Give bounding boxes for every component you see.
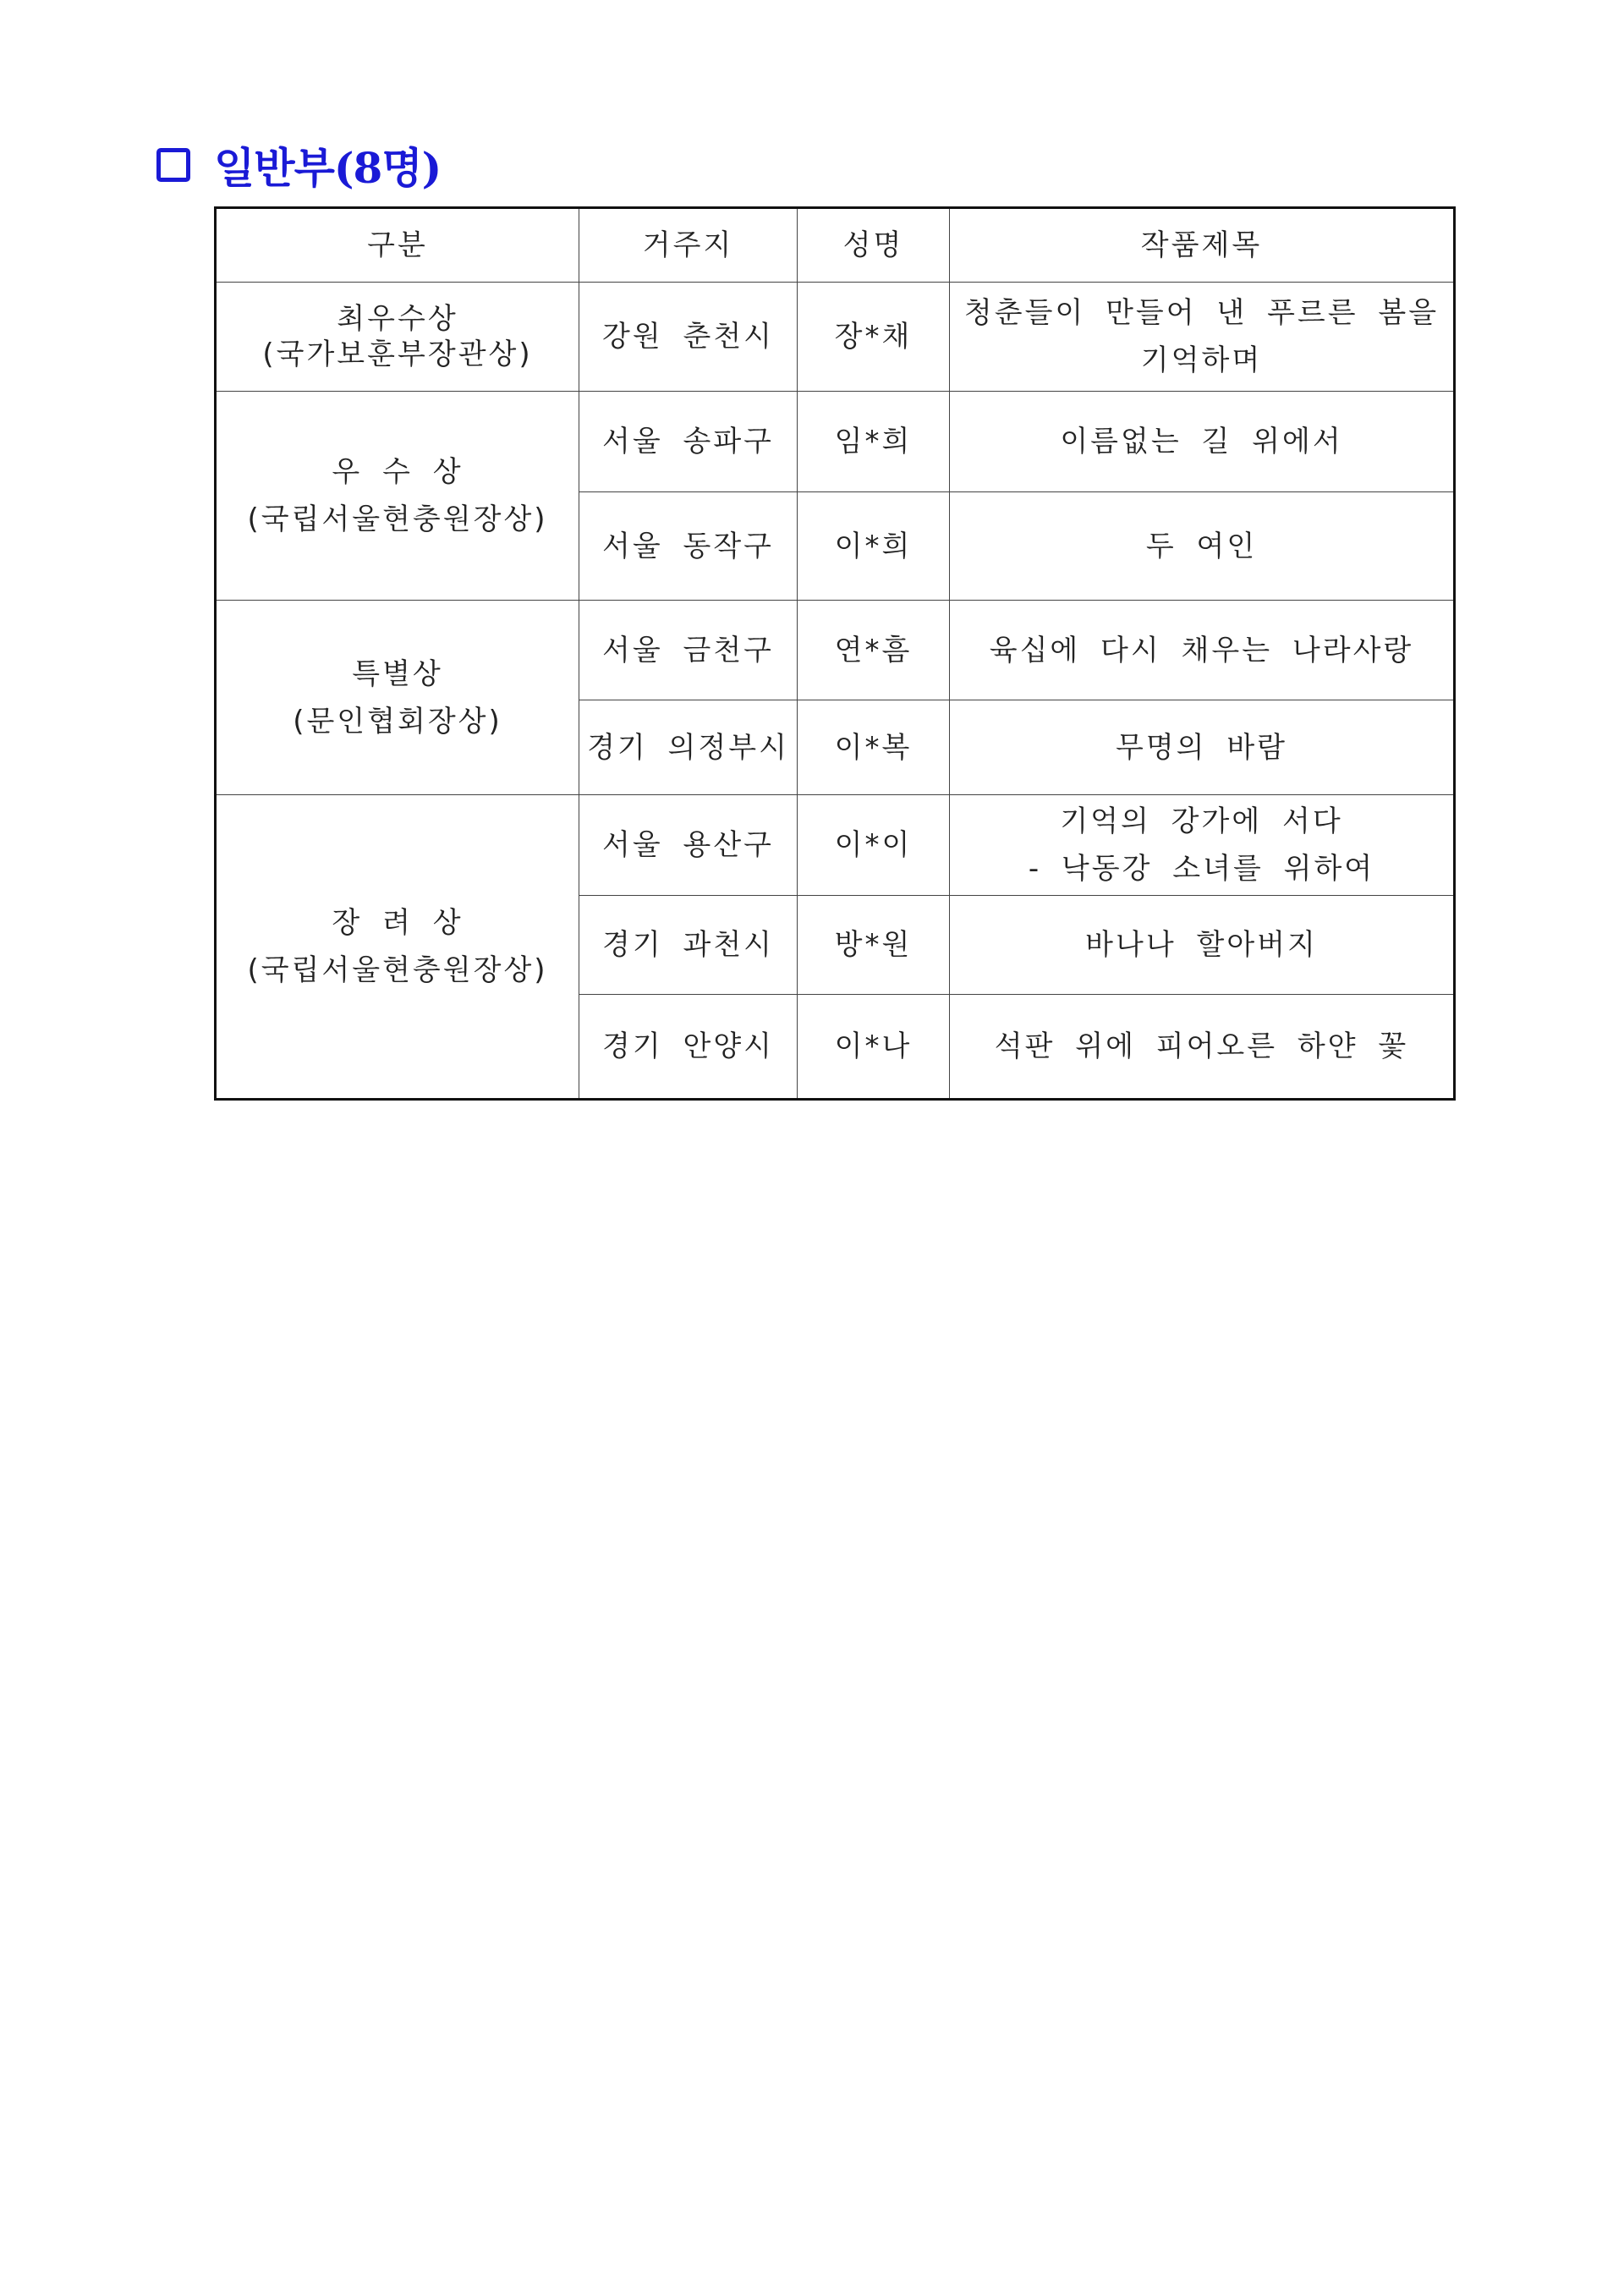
residence-cell: 경기 의정부시: [579, 700, 798, 795]
residence-cell: 서울 금천구: [579, 601, 798, 700]
category-cell: [216, 795, 579, 1100]
name-cell: 임*희: [798, 392, 950, 492]
category-cell: [216, 601, 579, 795]
category-subtitle: (국립서울현충원장상): [247, 953, 548, 987]
table-header-row: [216, 208, 1455, 283]
category-name: 우 수 상: [332, 455, 464, 489]
residence-cell: 강원 춘천시: [579, 283, 798, 392]
category-cell: [216, 392, 579, 601]
name-cell: 이*희: [798, 492, 950, 601]
title-cell: 무명의 바람: [950, 700, 1455, 795]
residence-cell: 서울 동작구: [579, 492, 798, 601]
name-cell: 방*원: [798, 896, 950, 995]
award-table: [214, 206, 1456, 1101]
title-cell: 바나나 할아버지: [950, 896, 1455, 995]
header-residence: 거주지: [579, 208, 798, 283]
table-row: [216, 392, 1455, 492]
header-category: 구분: [216, 208, 579, 283]
checkbox-icon: [156, 148, 190, 182]
name-cell: 장*채: [798, 283, 950, 392]
title-cell: 두 여인: [950, 492, 1455, 601]
category-cell: [216, 283, 579, 392]
category-subtitle: (문인협회장상): [293, 704, 502, 738]
category-subtitle: (국가보훈부장관상): [262, 338, 533, 371]
table-row: [216, 283, 1455, 392]
residence-cell: 서울 용산구: [579, 795, 798, 896]
category-name: 장 려 상: [332, 906, 464, 940]
residence-cell: 서울 송파구: [579, 392, 798, 492]
name-cell: 이*복: [798, 700, 950, 795]
category-subtitle: (국립서울현충원장상): [247, 502, 548, 536]
table-row: [216, 795, 1455, 896]
title-cell: 기억의 강가에 서다 - 낙동강 소녀를 위하여: [950, 795, 1455, 896]
section-title: 일반부(8명): [214, 143, 442, 193]
title-cell: 청춘들이 만들어 낸 푸르른 봄을 기억하며: [950, 283, 1455, 392]
name-cell: 연*흠: [798, 601, 950, 700]
name-cell: 이*이: [798, 795, 950, 896]
residence-cell: 경기 안양시: [579, 995, 798, 1100]
category-name: 최우수상: [337, 302, 458, 336]
title-cell: 석판 위에 피어오른 하얀 꽃: [950, 995, 1455, 1100]
name-cell: 이*나: [798, 995, 950, 1100]
section-header: [156, 135, 441, 195]
header-name: 성명: [798, 208, 950, 283]
title-cell: 이름없는 길 위에서: [950, 392, 1455, 492]
residence-cell: 경기 과천시: [579, 896, 798, 995]
table-row: [216, 601, 1455, 700]
header-title: 작품제목: [950, 208, 1455, 283]
category-name: 특별상: [352, 656, 443, 691]
title-cell: 육십에 다시 채우는 나라사랑: [950, 601, 1455, 700]
